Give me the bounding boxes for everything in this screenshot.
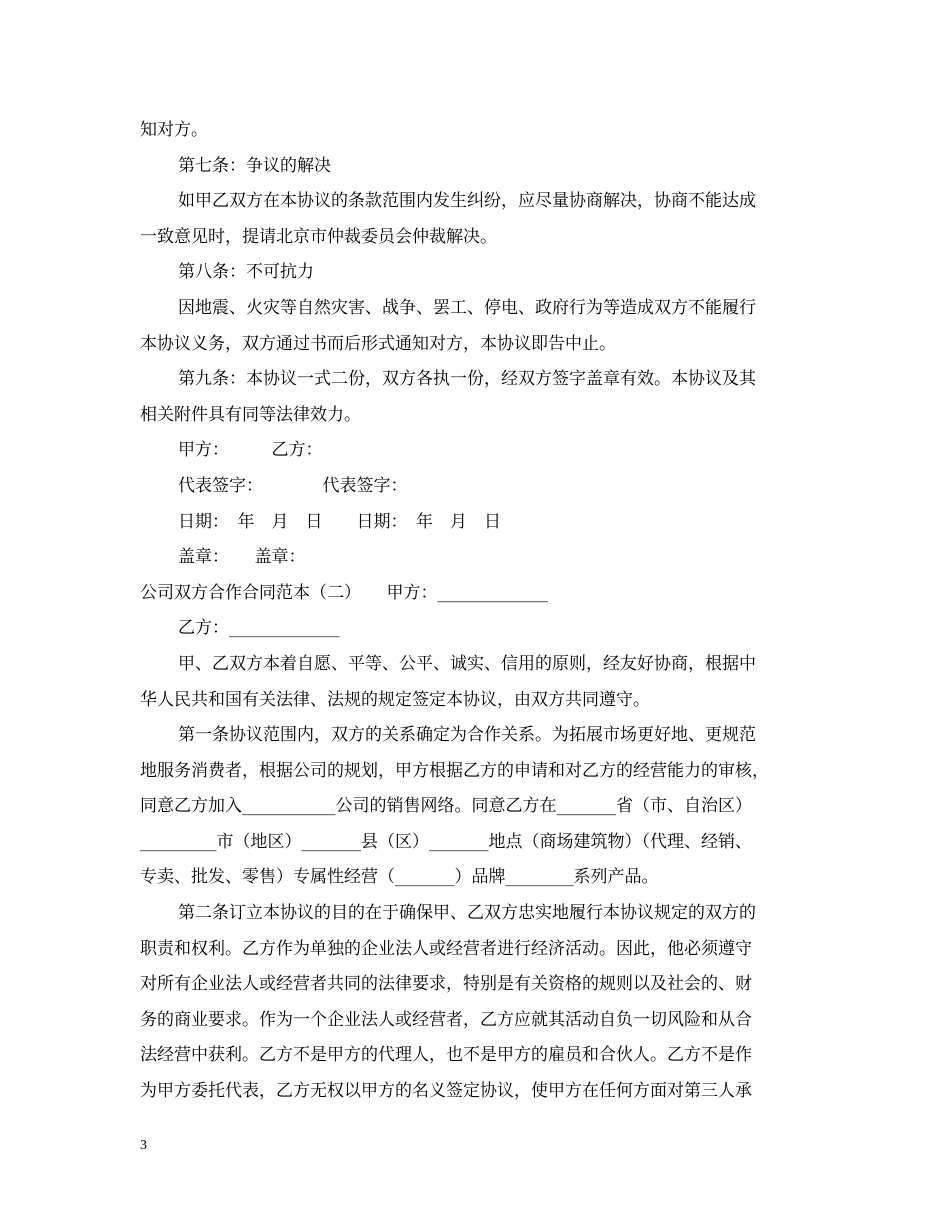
document-body [140,113,820,1110]
text-line: 第一条协议范围内，双方的关系确定为合作关系。为拓展市场更好地、更规范 [178,725,756,746]
text-line: 因地震、火灾等自然灾害、战争、罢工、停电、政府行为等造成双方不能履行 [178,297,756,318]
text-line: 代表签字： 代表签字： [178,475,408,496]
text-line: 一致意见时，提请北京市仲裁委员会仲裁解决。 [140,226,497,247]
text-line: 甲、乙双方本着自愿、平等、公平、诚实、信用的原则，经友好协商，根据中 [178,653,756,674]
text-line: 第九条：本协议一式二份，双方各执一份，经双方签字盖章有效。本协议及其 [178,369,756,390]
text-line: 甲方： 乙方： [178,440,323,461]
text-line: 相关附件具有同等法律效力。 [140,404,361,425]
text-line: 地服务消费者，根据公司的规划，甲方根据乙方的申请和对乙方的经营能力的审核， [140,760,769,781]
text-line: 如甲乙双方在本协议的条款范围内发生纠纷，应尽量协商解决，协商不能达成 [178,191,756,212]
text-line: 知对方。 [140,120,208,140]
text-line: 对所有企业法人或经营者共同的法律要求，特别是有关资格的规则以及社会的、财 [140,974,752,995]
text-line: 同意乙方加入___________公司的销售网络。同意乙方在_______省（市、自治区） [140,796,752,817]
text-line: 为甲方委托代表，乙方无权以甲方的名义签定协议，使甲方在任何方面对第三人承 [140,1081,752,1102]
text-line: 职责和权利。乙方作为单独的企业法人或经营者进行经济活动。因此，他必须遵守 [140,938,752,959]
text-line: 公司双方合作合同范本（二） 甲方：_____________ [140,582,548,603]
text-line: 本协议义务，双方通过书而后形式通知对方，本协议即告中止。 [140,333,616,354]
text-line: 专卖、批发、零售）专属性经营（_______）品牌________系列产品。 [140,867,659,888]
text-line: 日期： 年 月 日 日期： 年 月 日 [178,511,501,532]
text-line: 乙方：_____________ [178,618,340,639]
text-line: _________市（地区）_______县（区）_______地点（商场建筑物）（代理、经销、 [140,831,752,852]
text-line: 第二条订立本协议的目的在于确保甲、乙双方忠实地履行本协议规定的双方的 [178,903,756,924]
text-line: 华人民共和国有关法律、法规的规定签定本协议，由双方共同遵守。 [140,689,650,710]
page-number: 3 [140,1138,147,1153]
text-line: 第七条：争议的解决 [178,155,331,176]
text-line: 务的商业要求。作为一个企业法人或经营者，乙方应就其活动自负一切风险和从合 [140,1009,752,1030]
text-line: 盖章： 盖章： [178,547,306,568]
text-line: 第八条：不可抗力 [178,262,314,283]
text-line: 法经营中获利。乙方不是甲方的代理人，也不是甲方的雇员和合伙人。乙方不是作 [140,1045,752,1066]
